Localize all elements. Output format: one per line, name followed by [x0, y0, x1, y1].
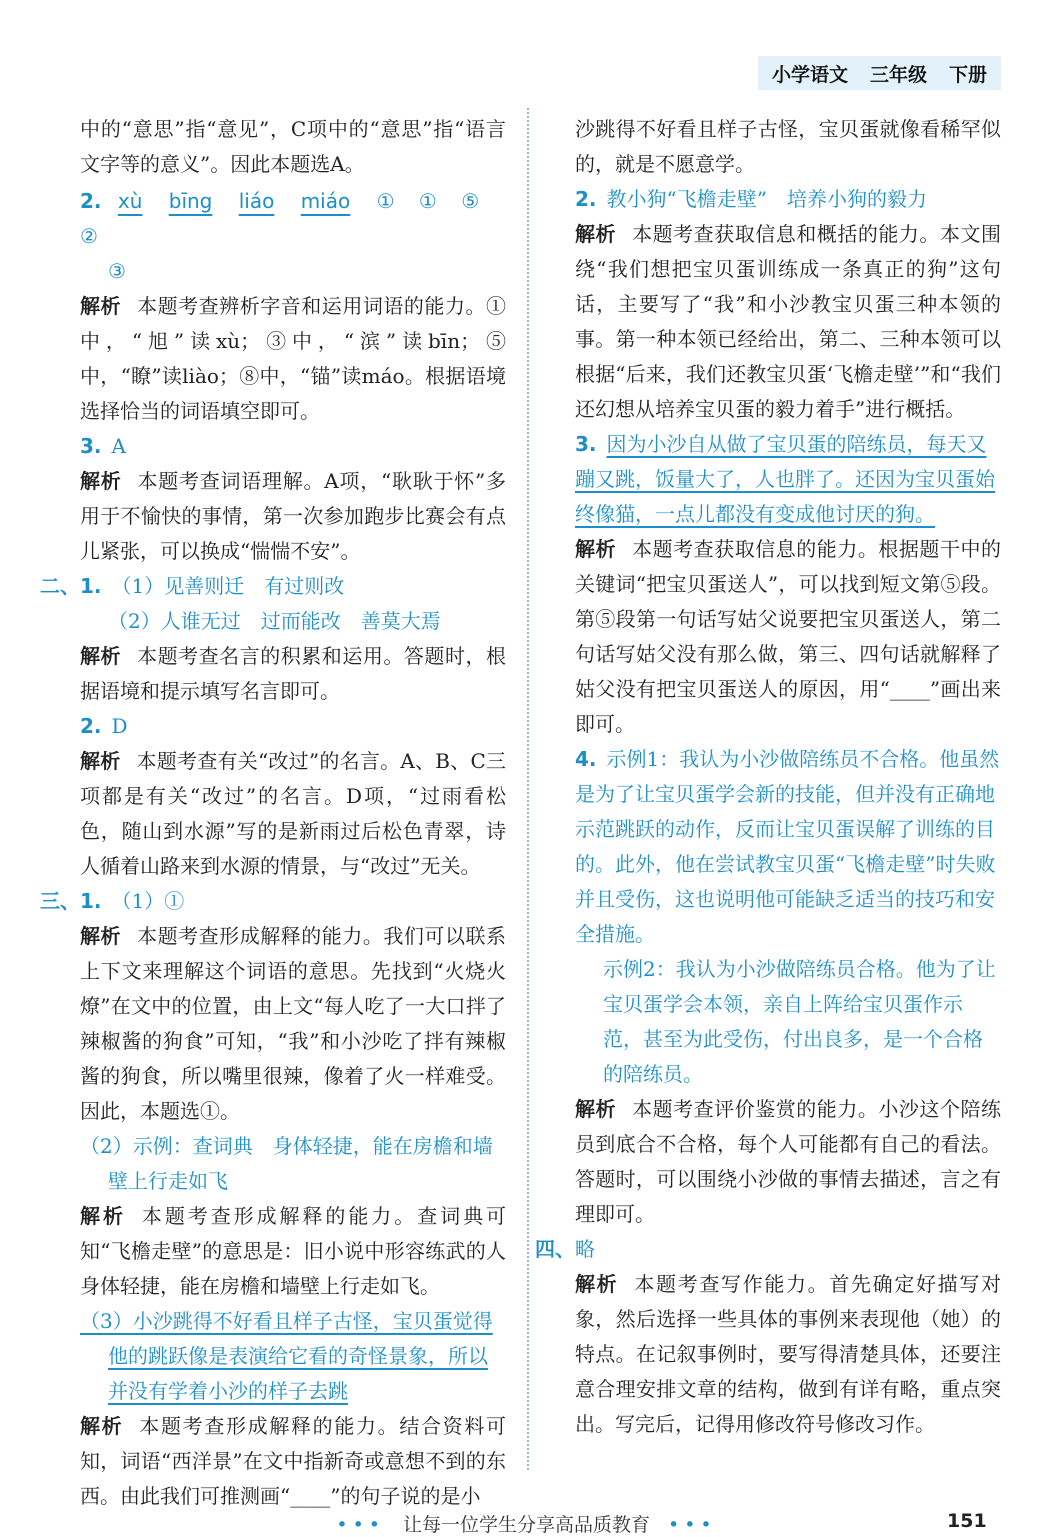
sec2-q2-answer	[80, 709, 506, 744]
sec2-q2-number: 2.	[80, 714, 102, 738]
r-q2-answer	[575, 182, 1001, 217]
sec2-q1-answer-a	[40, 569, 506, 604]
page-footer	[0, 1510, 1053, 1537]
pinyin-3: liáo	[238, 189, 275, 213]
sec2-q1-number: 1.	[80, 574, 102, 598]
analysis-label: 解析	[80, 1414, 124, 1438]
sec3-q1-b-analysis	[80, 1199, 506, 1304]
continued-text: 中的“意思”指“意见”，C项中的“意思”指“语言文字等的意义”。因此本题选A。	[80, 117, 506, 176]
r-q2-analysis-text: 本题考查获取信息和概括的能力。本文围绕“我们想把宝贝蛋训练成一条真正的狗”这句话，主要写了“我”和小沙教宝贝蛋三种本领的事。第一种本领已经给出，第二、三种本领可以根据“后来，我们还教宝贝蛋‘飞檐走壁’”和“我们还幻想从培养宝贝蛋的毅力着手”进行概括。	[575, 222, 1002, 421]
r-q3-number: 3.	[575, 432, 597, 456]
q2-analysis-text: 本题考查辨析字音和运用词语的能力。①中，“旭”读xù；③中，“滨”读bīn；⑤中，“瞭”读liào；⑧中，“锚”读máo。根据语境选择恰当的词语填空即可。	[80, 294, 507, 423]
sec2-q2-analysis	[80, 744, 506, 884]
analysis-label: 解析	[80, 644, 122, 668]
sec4-answer-text: 略	[575, 1237, 595, 1261]
q3-analysis	[80, 464, 506, 569]
r-q4-analysis	[575, 1092, 1001, 1232]
r-q4-answer-ex2: 示例2：我认为小沙做陪练员合格。他为了让宝贝蛋学会本领，亲自上阵给宝贝蛋作示范，甚至为此受伤，付出良多，是一个合格的陪练员。	[603, 957, 996, 1086]
column-divider	[527, 108, 529, 1470]
analysis-label: 解析	[80, 1204, 126, 1228]
section-2-label: 二、	[40, 574, 80, 598]
r-q2-answer-text: 教小狗“飞檐走壁” 培养小狗的毅力	[606, 187, 927, 211]
q3-answer-text: A	[111, 434, 126, 458]
q2-number: 2.	[80, 189, 102, 213]
section-3-label: 三、	[40, 889, 80, 913]
pinyin-1: xù	[117, 189, 143, 213]
r-q3-answer	[575, 427, 1001, 532]
pinyin-4: miáo	[300, 189, 351, 213]
sec3-q1-c-analysis-text: 本题考查形成解释的能力。结合资料可知，词语“西洋景”在文中指新奇或意想不到的东西。由此我们可推测画“____”的句子说的是小	[80, 1414, 507, 1508]
analysis-label: 解析	[575, 1097, 617, 1121]
sec4-answer	[535, 1232, 1001, 1267]
page-header	[758, 56, 1001, 90]
r-q4-answer-ex1	[575, 742, 1001, 952]
choice-2: ①	[418, 189, 437, 213]
sec4-analysis-text: 本题考查写作能力。首先确定好描写对象，然后选择一些具体的事例来表现他（她）的特点。在记叙事例时，要写得清楚具体，还要注意合理安排文章的结构，做到有详有略，重点突出。写完后，记得用修改符号修改习作。	[575, 1272, 1002, 1436]
sec3-q1-number: 1.	[80, 889, 102, 913]
sec3-q1-answer-a	[40, 884, 506, 919]
sec3-q1-answer-c: （3）小沙跳得不好看且样子古怪，宝贝蛋觉得他的跳跃像是表演给它看的奇怪景象，所以并没有学着小沙的样子去跳	[80, 1309, 493, 1403]
analysis-label: 解析	[575, 537, 617, 561]
r-q2-number: 2.	[575, 187, 597, 211]
r-q4-analysis-text: 本题考查评价鉴赏的能力。小沙这个陪练员到底合不合格，每个人可能都有自己的看法。答题时，可以围绕小沙做的事情去描述，言之有理即可。	[575, 1097, 1002, 1226]
q3-answer	[80, 429, 506, 464]
header-volume: 下册	[948, 63, 987, 86]
sec3-q1-a-analysis-text: 本题考查形成解释的能力。我们可以联系上下文来理解这个词语的意思。先找到“火烧火燎”在文中的位置，由上文“每人吃了一大口拌了辣椒酱的狗食”可知，“我”和小沙吃了拌有辣椒酱的狗食，所以嘴里很辣，像着了火一样难受。因此，本题选①。	[80, 924, 507, 1123]
q3-analysis-text: 本题考查词语理解。A项，“耿耿于怀”多用于不愉快的事情，第一次参加跑步比赛会有点儿紧张，可以换成“惴惴不安”。	[80, 469, 506, 563]
header-grade: 三年级	[869, 63, 927, 86]
q2-answer	[80, 184, 506, 254]
right-column	[535, 112, 1002, 1442]
sec2-q1-answer-b: （2）人谁无过 过而能改 善莫大焉	[108, 609, 441, 633]
footer-dots-left: •••	[336, 1514, 385, 1536]
sec3-q1-a-analysis	[80, 919, 506, 1129]
analysis-label: 解析	[575, 222, 617, 246]
r-q4-ex1-text: 示例1：我认为小沙做陪练员不合格。他虽然是为了让宝贝蛋学会新的技能，但并没有正确地示范跳跃的动作，反而让宝贝蛋误解了训练的目的。此外，他在尝试教宝贝蛋“飞檐走壁”时失败并且受伤，这也说明他可能缺乏适当的技巧和安全措施。	[575, 747, 1000, 946]
sec3-q1-c-analysis	[80, 1409, 506, 1514]
r-q2-analysis	[575, 217, 1001, 427]
choice-5: ③	[108, 259, 126, 283]
sec2-q1-analysis	[80, 639, 506, 709]
section-4-label: 四、	[535, 1237, 575, 1261]
r-q4-number: 4.	[575, 747, 597, 771]
left-column	[40, 112, 507, 1514]
choice-3: ⑤	[461, 189, 480, 213]
analysis-label: 解析	[575, 1272, 619, 1296]
q3-number: 3.	[80, 434, 102, 458]
page-number: 151	[947, 1510, 987, 1532]
analysis-label: 解析	[80, 924, 122, 948]
continued-text-right: 沙跳得不好看且样子古怪，宝贝蛋就像看稀罕似的，就是不愿意学。	[575, 117, 1001, 176]
r-q3-analysis-text: 本题考查获取信息的能力。根据题干中的关键词“把宝贝蛋送人”，可以找到短文第⑤段。第⑤段第一句话写姑父说要把宝贝蛋送人，第二句话写姑父没有那么做，第三、四句话就解释了姑父没有把宝贝蛋送人的原因，用“____”画出来即可。	[575, 537, 1002, 736]
footer-dots-right: •••	[668, 1514, 717, 1536]
choice-4: ②	[80, 224, 98, 248]
sec3-q1-b-analysis-text: 本题考查形成解释的能力。查词典可知“飞檐走壁”的意思是：旧小说中形容练武的人身体轻捷，能在房檐和墙壁上行走如飞。	[80, 1204, 507, 1298]
header-subject: 小学语文	[771, 63, 848, 86]
sec4-analysis	[575, 1267, 1001, 1442]
sec2-q2-analysis-text: 本题考查有关“改过”的名言。A、B、C三项都是有关“改过”的名言。D项，“过雨看松色，随山到水源”写的是新雨过后松色青翠，诗人循着山路来到水源的情景，与“改过”无关。	[80, 749, 507, 878]
pinyin-2: bīng	[168, 189, 213, 213]
sec2-q1-a-text: （1）见善则迁 有过则改	[111, 574, 345, 598]
sec2-q1-analysis-text: 本题考查名言的积累和运用。答题时，根据语境和提示填写名言即可。	[80, 644, 507, 703]
r-q3-analysis	[575, 532, 1001, 742]
analysis-label: 解析	[80, 749, 121, 773]
sec3-q1-answer-b: （2）示例：查词典 身体轻捷，能在房檐和墙壁上行走如飞	[80, 1134, 493, 1193]
sec3-q1-a-text: （1）①	[111, 889, 185, 913]
choice-1: ①	[376, 189, 395, 213]
analysis-label: 解析	[80, 294, 122, 318]
sec2-q2-answer-text: D	[111, 714, 128, 738]
analysis-label: 解析	[80, 469, 122, 493]
footer-slogan: 让每一位学生分享高品质教育	[402, 1514, 650, 1536]
r-q3-answer-text: 因为小沙自从做了宝贝蛋的陪练员，每天又蹦又跳，饭量大了，人也胖了。还因为宝贝蛋始终像猫，一点儿都没有变成他讨厌的狗。	[575, 432, 995, 526]
q2-analysis	[80, 289, 506, 429]
